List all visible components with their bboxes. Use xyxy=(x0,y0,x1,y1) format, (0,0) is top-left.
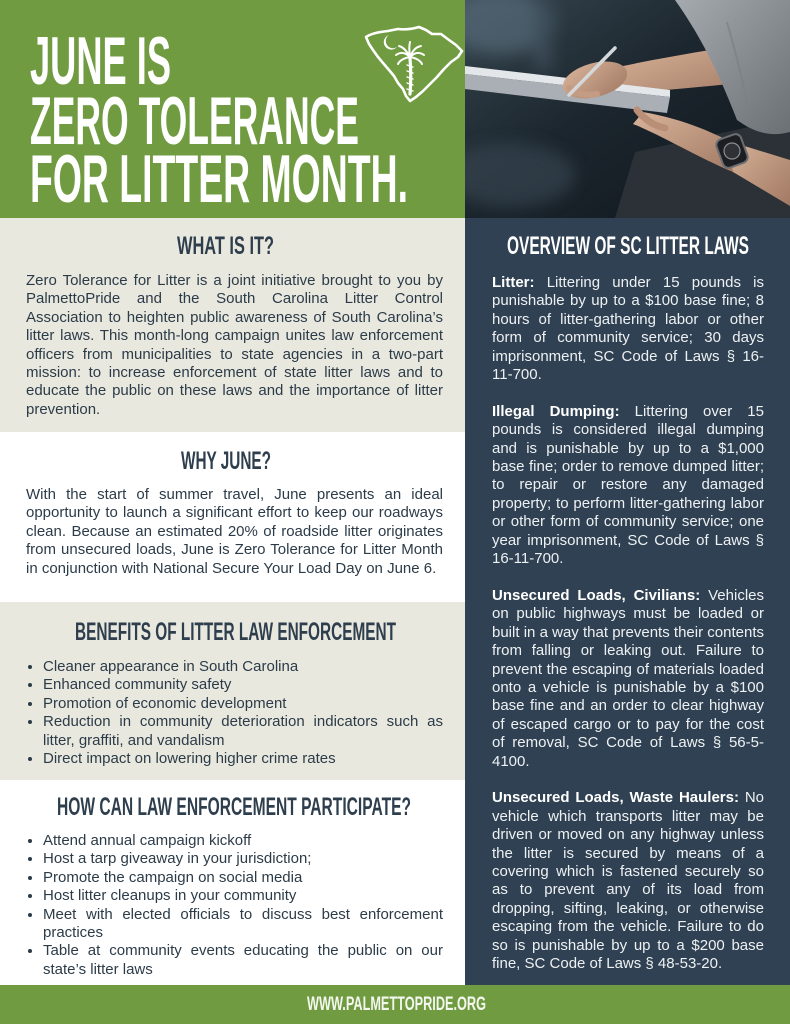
south-carolina-palmetto-icon xyxy=(366,27,462,101)
section-heading: HOW CAN LAW ENFORCEMENT PARTICIPATE? xyxy=(57,793,411,821)
law-text: Vehicles on public highways must be loaded or built in a way that prevents their contents from falling or leaking out. Failure to prevent the escaping of materials loaded onto a vehicle is punishable by a $100 base fine and an order to clear highway of escaped cargo or to pay for the cost of removal, SC Code of Laws § 56-5-4100. xyxy=(492,586,764,770)
laws-list xyxy=(492,274,764,992)
section-body: Zero Tolerance for Litter is a joint initiative brought to you by PalmettoPride and the South Carolina Litter Control Association to heighten public awareness of South Carolina’s litter laws. This month-long campaign unites law enforcement officers from municipalities to state agencies in a two-part mission: to increase enforcement of state litter laws and to educate the public on these laws and the importance of litter prevention. xyxy=(26,272,443,418)
laws-heading-graphic xyxy=(465,218,790,266)
footer-bar xyxy=(0,985,790,1024)
section-heading: WHY JUNE? xyxy=(181,447,271,475)
law-text: No vehicle which transports litter may be driven or moved on any highway unless the litter is secured by means of a covering which is fastened securely so as to prevent any of its load from dropping, sifting, leaking, or otherwise escaping from the vehicle. Failure to do so is punishable by up to a $200 base fine, SC Code of Laws § 48-53-20. xyxy=(492,789,764,972)
title-line-2: ZERO TOLERANCE xyxy=(30,83,359,159)
officer-photo-graphic xyxy=(465,0,790,218)
benefits-list xyxy=(26,658,443,768)
section-heading-graphic xyxy=(0,602,465,650)
list-item: • Attend annual campaign kickoff xyxy=(43,832,443,850)
section-heading: WHAT IS IT? xyxy=(177,232,274,260)
list-item: • Reduction in community deterioration indicators such as litter, graffiti, and vandalism xyxy=(43,713,443,750)
list-item: • Host a tarp giveaway in your jurisdiction; xyxy=(43,850,443,868)
title-line-1: JUNE IS xyxy=(30,23,171,99)
law-item xyxy=(492,274,764,384)
footer-graphic xyxy=(0,985,790,1024)
section-participate xyxy=(0,780,465,985)
participation-list xyxy=(26,832,443,979)
law-text: Littering over 15 pounds is considered illegal dumping and is punishable by up to a $1,000 base fine; order to remove dumped litter; to repair or restore any damaged property; to perform litter-gathering labor or other form of community service; one year imprisonment, SC Code of Laws § 16-11-700. xyxy=(492,402,764,568)
list-item: • Direct impact on lowering higher crime rates xyxy=(43,750,443,768)
law-text: Littering under 15 pounds is punishable by up to a $100 base fine; 8 hours of litter-gathering labor or other form of community service; 30 days imprisonment, SC Code of Laws § 16-11-700. xyxy=(492,274,764,384)
law-label: Litter: xyxy=(492,274,535,291)
section-what-is-it xyxy=(0,218,465,432)
section-why-june xyxy=(0,432,465,602)
officer-photo xyxy=(465,0,790,218)
section-heading: BENEFITS OF LITTER LAW ENFORCEMENT xyxy=(75,618,396,646)
laws-heading: OVERVIEW OF SC LITTER LAWS xyxy=(507,232,749,260)
list-item: • Promote the campaign on social media xyxy=(43,869,443,887)
list-item: • Host litter cleanups in your community xyxy=(43,887,443,905)
law-item xyxy=(492,587,764,771)
law-label: Unsecured Loads, Civilians: xyxy=(492,586,701,604)
section-heading-graphic xyxy=(0,432,465,480)
list-item: • Cleaner appearance in South Carolina xyxy=(43,658,443,676)
list-item: • Enhanced community safety xyxy=(43,676,443,694)
law-label: Illegal Dumping: xyxy=(492,402,620,420)
law-item xyxy=(492,789,764,973)
law-label: Unsecured Loads, Waste Haulers: xyxy=(492,789,739,807)
section-heading-graphic xyxy=(0,780,465,828)
law-item xyxy=(492,403,764,569)
title-line-3: FOR LITTER MONTH. xyxy=(30,141,408,217)
list-item: • Table at community events educating the public on our state’s litter laws xyxy=(43,942,443,979)
list-item: • Meet with elected officials to discuss best enforcement practices xyxy=(43,906,443,943)
list-item: • Promotion of economic development xyxy=(43,695,443,713)
section-benefits xyxy=(0,602,465,780)
section-heading-graphic xyxy=(0,218,465,266)
title-graphic xyxy=(0,0,465,218)
title-banner xyxy=(0,0,465,218)
section-body: With the start of summer travel, June presents an ideal opportunity to launch a significant effort to keep our roadways clean. Because an estimated 20% of roadside litter originates from unsecured loads, June is Zero Tolerance for Litter Month in conjunction with National Secure Your Load Day on June 6. xyxy=(26,486,443,577)
website-url: WWW.PALMETTOPRIDE.ORG xyxy=(307,993,486,1015)
laws-overview-panel xyxy=(465,218,790,985)
